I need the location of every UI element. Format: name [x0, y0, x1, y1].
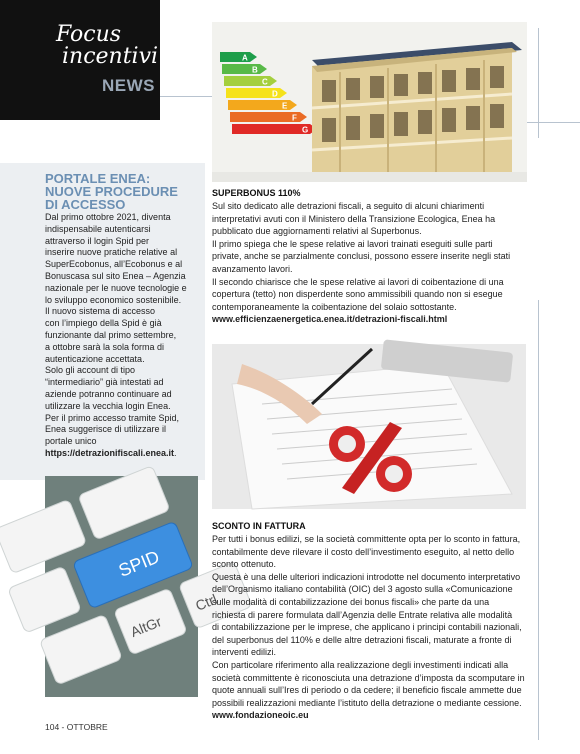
text-line: avanzamento lavori.	[212, 263, 293, 274]
text-line: lo sviluppo economico sostenibile.	[45, 294, 182, 305]
text-line: pubblicato due aggiornamenti relativi al Superbonus.	[212, 226, 422, 237]
text-line: Questa è una delle ulteriori indicazioni introdotte nel documento interpretativo	[212, 571, 521, 582]
superbonus-title: SUPERBONUS 110%	[212, 188, 301, 198]
energy-bar-label: G	[302, 125, 309, 135]
divider	[538, 28, 539, 138]
text-line: Con particolare riferimento alla realizzazione degli investimenti indicati alla	[212, 659, 509, 670]
tax-documents-image	[212, 344, 526, 509]
text-line: Dal primo ottobre 2021, diventa	[45, 212, 171, 222]
sconto-title: SCONTO IN FATTURA	[212, 521, 306, 531]
text-line: quote annuali sull’Ires di periodo o da cedere; il beneficio fiscale ammette due	[212, 685, 522, 696]
title-line: PORTALE ENEA:	[45, 171, 151, 186]
spid-keyboard-image	[45, 476, 220, 697]
text-line: di contabilizzazione per le imprese, che applicano i principi contabili nazionali,	[212, 622, 522, 633]
text-line: utilizzare la vecchia login Enea.	[45, 400, 171, 411]
text-line: Il primo spiega che le spese relative ai lavori trainati eseguiti sulle parti	[212, 238, 493, 249]
divider	[160, 96, 212, 97]
superbonus-body	[212, 200, 527, 326]
text-line: SuperEcobonus, all’Ecobonus e al	[45, 259, 183, 270]
header-news: NEWS	[102, 76, 155, 95]
text-line: private, anche se parzialmente conclusi, possono essere inserite negli stati	[212, 251, 511, 262]
text-line: interventi edilizi.	[212, 647, 277, 658]
energy-bar	[220, 52, 257, 62]
header-focus: Focus	[56, 22, 122, 47]
text-line: Il secondo chiarisce che le spese relative ai lavori di coibentazione di una	[212, 276, 504, 287]
text-line: richiesta di parere formulata dall’Agenzia delle Entrate relativa alle modalità	[212, 609, 513, 620]
text-line: interpretativi avuti con il Ministero della Transizione Ecologica, Enea ha	[212, 213, 496, 224]
energy-bar-label: B	[252, 65, 258, 75]
divider	[538, 300, 539, 740]
text-line: dell’Organismo italiano contabilità (OIC) del 3 agosto sulla «Comunicazione	[212, 584, 513, 595]
section-header	[0, 0, 160, 120]
energy-bar-label: A	[242, 53, 248, 63]
page-footer: 104 - OTTOBRE	[45, 722, 108, 732]
energy-bar-label: C	[262, 77, 268, 87]
text-line: società committente è riconosciuta una detrazione d’imposta da scomputare in	[212, 672, 525, 683]
text-line: sulle modalità di contabilizzazione dei bonus fiscali» che parte da una	[212, 596, 490, 607]
sconto-link[interactable]: www.fondazioneoic.eu	[212, 710, 309, 721]
text-line: Solo gli account di tipo	[45, 365, 136, 376]
header-incentivi: incentivi	[62, 44, 159, 69]
text-line: Bonuscasa sul sito Enea – Agenzia	[45, 270, 186, 281]
text-line: contabilmente deve rilevare il costo dell’investimento eseguito, al netto dello	[212, 546, 515, 557]
altgr-key-label: AltGr	[128, 613, 164, 640]
text-line: Il nuovo sistema di accesso	[45, 306, 156, 317]
text-line: nazionale per le nuove tecnologie e	[45, 282, 187, 293]
building-illustration	[212, 22, 527, 182]
text-line: con l’impiego della Spid è già	[45, 318, 162, 329]
left-article-title	[45, 172, 205, 211]
text-line: inserire nuove pratiche relative al	[45, 247, 178, 258]
text-line: Enea suggerisce di utilizzare il	[45, 424, 167, 435]
energy-bar	[226, 88, 287, 98]
text-line: Per tutti i bonus edilizi, se la società committente opta per lo sconto in fattura,	[212, 534, 521, 544]
left-article-body	[45, 212, 205, 460]
text-line: sconto ottenuto.	[212, 559, 277, 570]
energy-rating-chart	[220, 52, 317, 135]
title-line: NUOVE PROCEDURE	[45, 184, 178, 199]
energy-bar	[224, 76, 277, 86]
link-suffix: .	[174, 447, 177, 458]
text-line: possibili realizzazioni mediante l’istituto della detrazione o mediante cessione.	[212, 697, 522, 708]
ctrl-key-label: Ctrl	[193, 590, 220, 614]
text-line: del superbonus del 110% e delle altre detrazioni fiscali, maturate a fronte di	[212, 634, 512, 645]
energy-bar-label: F	[292, 113, 297, 123]
enea-portal-link[interactable]: https://detrazionifiscali.enea.it	[45, 447, 175, 458]
text-line: autenticazione accettata.	[45, 353, 145, 364]
title-line: DI ACCESSO	[45, 197, 126, 212]
superbonus-link[interactable]: www.efficienzaenergetica.enea.it/detrazioni-fiscali.html	[212, 314, 448, 325]
sconto-body	[212, 533, 527, 722]
text-line: Per il primo accesso tramite Spid,	[45, 412, 180, 423]
spid-key-label: SPID	[115, 546, 163, 581]
building-energy-image	[212, 22, 527, 182]
text-line: a ottobre sarà la sola forma di	[45, 341, 165, 352]
energy-bar-label: E	[282, 101, 288, 111]
energy-bar	[222, 64, 267, 74]
text-line: portale unico	[45, 436, 97, 447]
text-line: contemporaneamente la coibentazione del solaio sottostante.	[212, 301, 457, 312]
text-line: indispensabile autenticarsi	[45, 223, 151, 234]
text-line: aziende potranno continuare ad	[45, 388, 172, 399]
text-line: copertura (tetto) non disperdente sono ammissibili quando non si esegue	[212, 289, 503, 300]
text-line: attraverso il login Spid per	[45, 235, 150, 246]
divider	[527, 122, 580, 123]
text-line: “intermediario” già intestati ad	[45, 377, 164, 388]
text-line: funzionante dal primo settembre,	[45, 329, 177, 340]
text-line: Sul sito dedicato alle detrazioni fiscali, a seguito di alcuni chiarimenti	[212, 201, 485, 211]
energy-bar-label: D	[272, 89, 278, 99]
